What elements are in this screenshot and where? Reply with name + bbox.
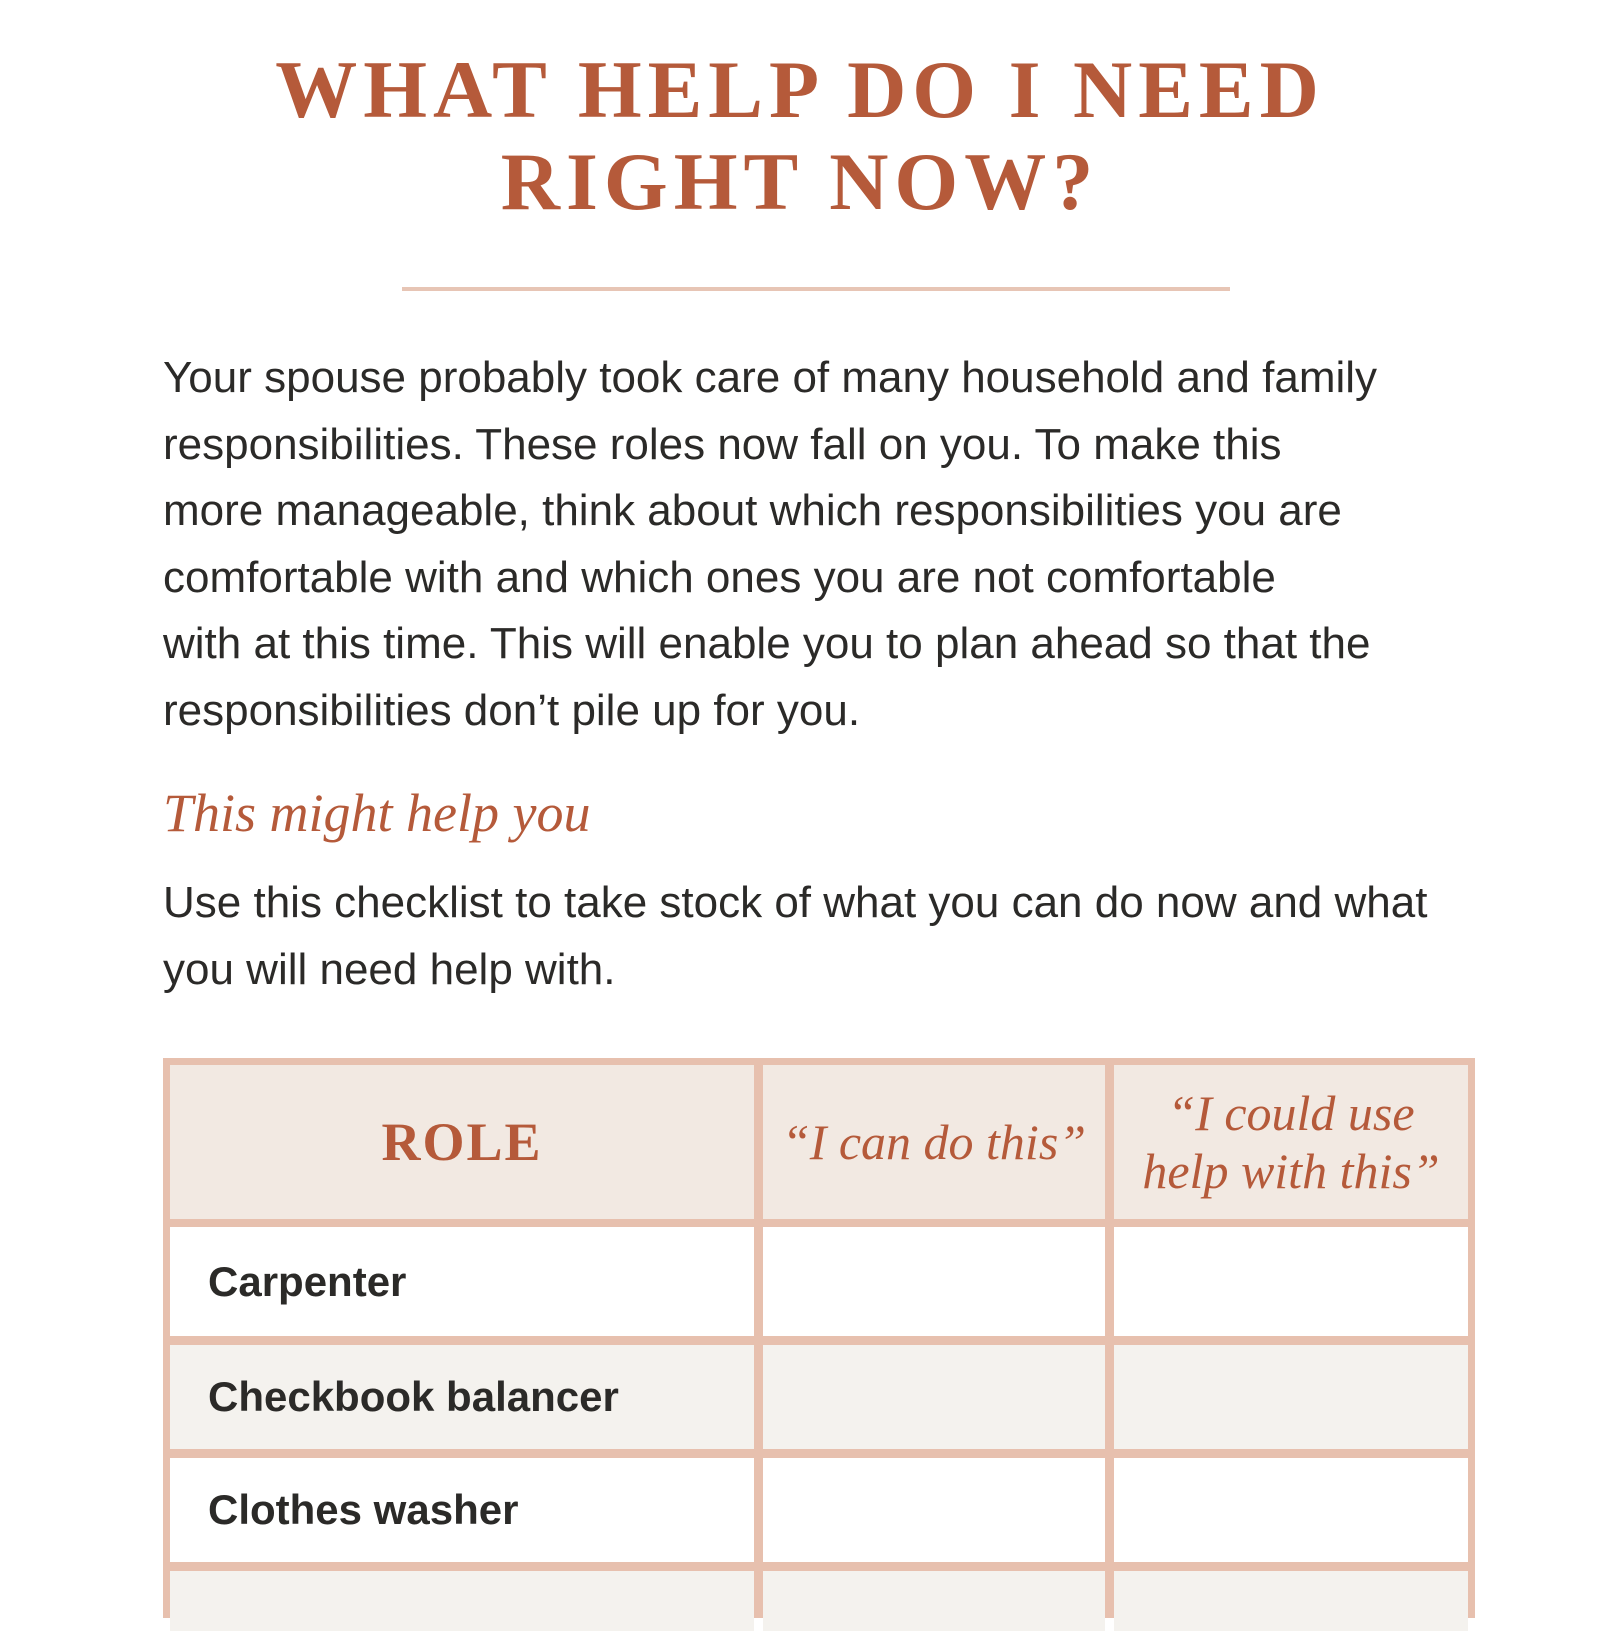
need-help-checkbox-cell[interactable] [1114,1227,1468,1336]
header-role-label: ROLE [381,1112,543,1172]
table-row-role [170,1345,754,1449]
header-need-help-line-1: “I could use [1167,1085,1415,1141]
page-title-line-2: RIGHT NOW? [500,136,1100,227]
checklist-instructions [163,870,1483,1003]
header-can-do [763,1065,1105,1219]
instructions-line: you will need help with. [163,944,616,994]
intro-line: Your spouse probably took care of many household and family [163,353,1378,402]
role-name: Carpenter [208,1257,407,1305]
instructions-line: Use this checklist to take stock of what you can do now and what [163,878,1428,927]
need-help-checkbox-cell[interactable] [1114,1571,1468,1631]
intro-line: with at this time. This will enable you to plan ahead so that the [163,619,1371,668]
need-help-checkbox-cell[interactable] [1114,1345,1468,1449]
can-do-checkbox-cell[interactable] [763,1458,1105,1562]
header-can-do-label: “I can do this” [781,1114,1087,1170]
intro-line: responsibilities. These roles now fall on you. To make this [163,419,1282,469]
table-row-role [170,1571,754,1631]
page-title-line-1: WHAT HELP DO I NEED [275,44,1325,135]
header-need-help [1114,1065,1468,1219]
can-do-checkbox-cell[interactable] [763,1571,1105,1631]
need-help-checkbox-cell[interactable] [1114,1458,1468,1562]
intro-line: responsibilities don’t pile up for you. [163,685,861,735]
header-need-help-label [1142,1084,1439,1200]
role-name: Clothes washer [208,1486,519,1533]
header-role [170,1065,754,1219]
table-row-role [170,1227,754,1336]
table-row-role [170,1458,754,1562]
header-need-help-line-2: help with this” [1142,1143,1440,1199]
checklist-table [163,1058,1475,1618]
intro-paragraph [163,345,1463,744]
can-do-checkbox-cell[interactable] [763,1345,1105,1449]
can-do-checkbox-cell[interactable] [763,1227,1105,1336]
intro-line: comfortable with and which ones you are not comfortable [163,552,1276,602]
title-divider [402,287,1230,291]
intro-line: more manageable, think about which responsibilities you are [163,486,1342,535]
section-subheading: This might help you [163,783,591,843]
role-name: Checkbook balancer [208,1373,619,1420]
page-title [0,44,1600,228]
